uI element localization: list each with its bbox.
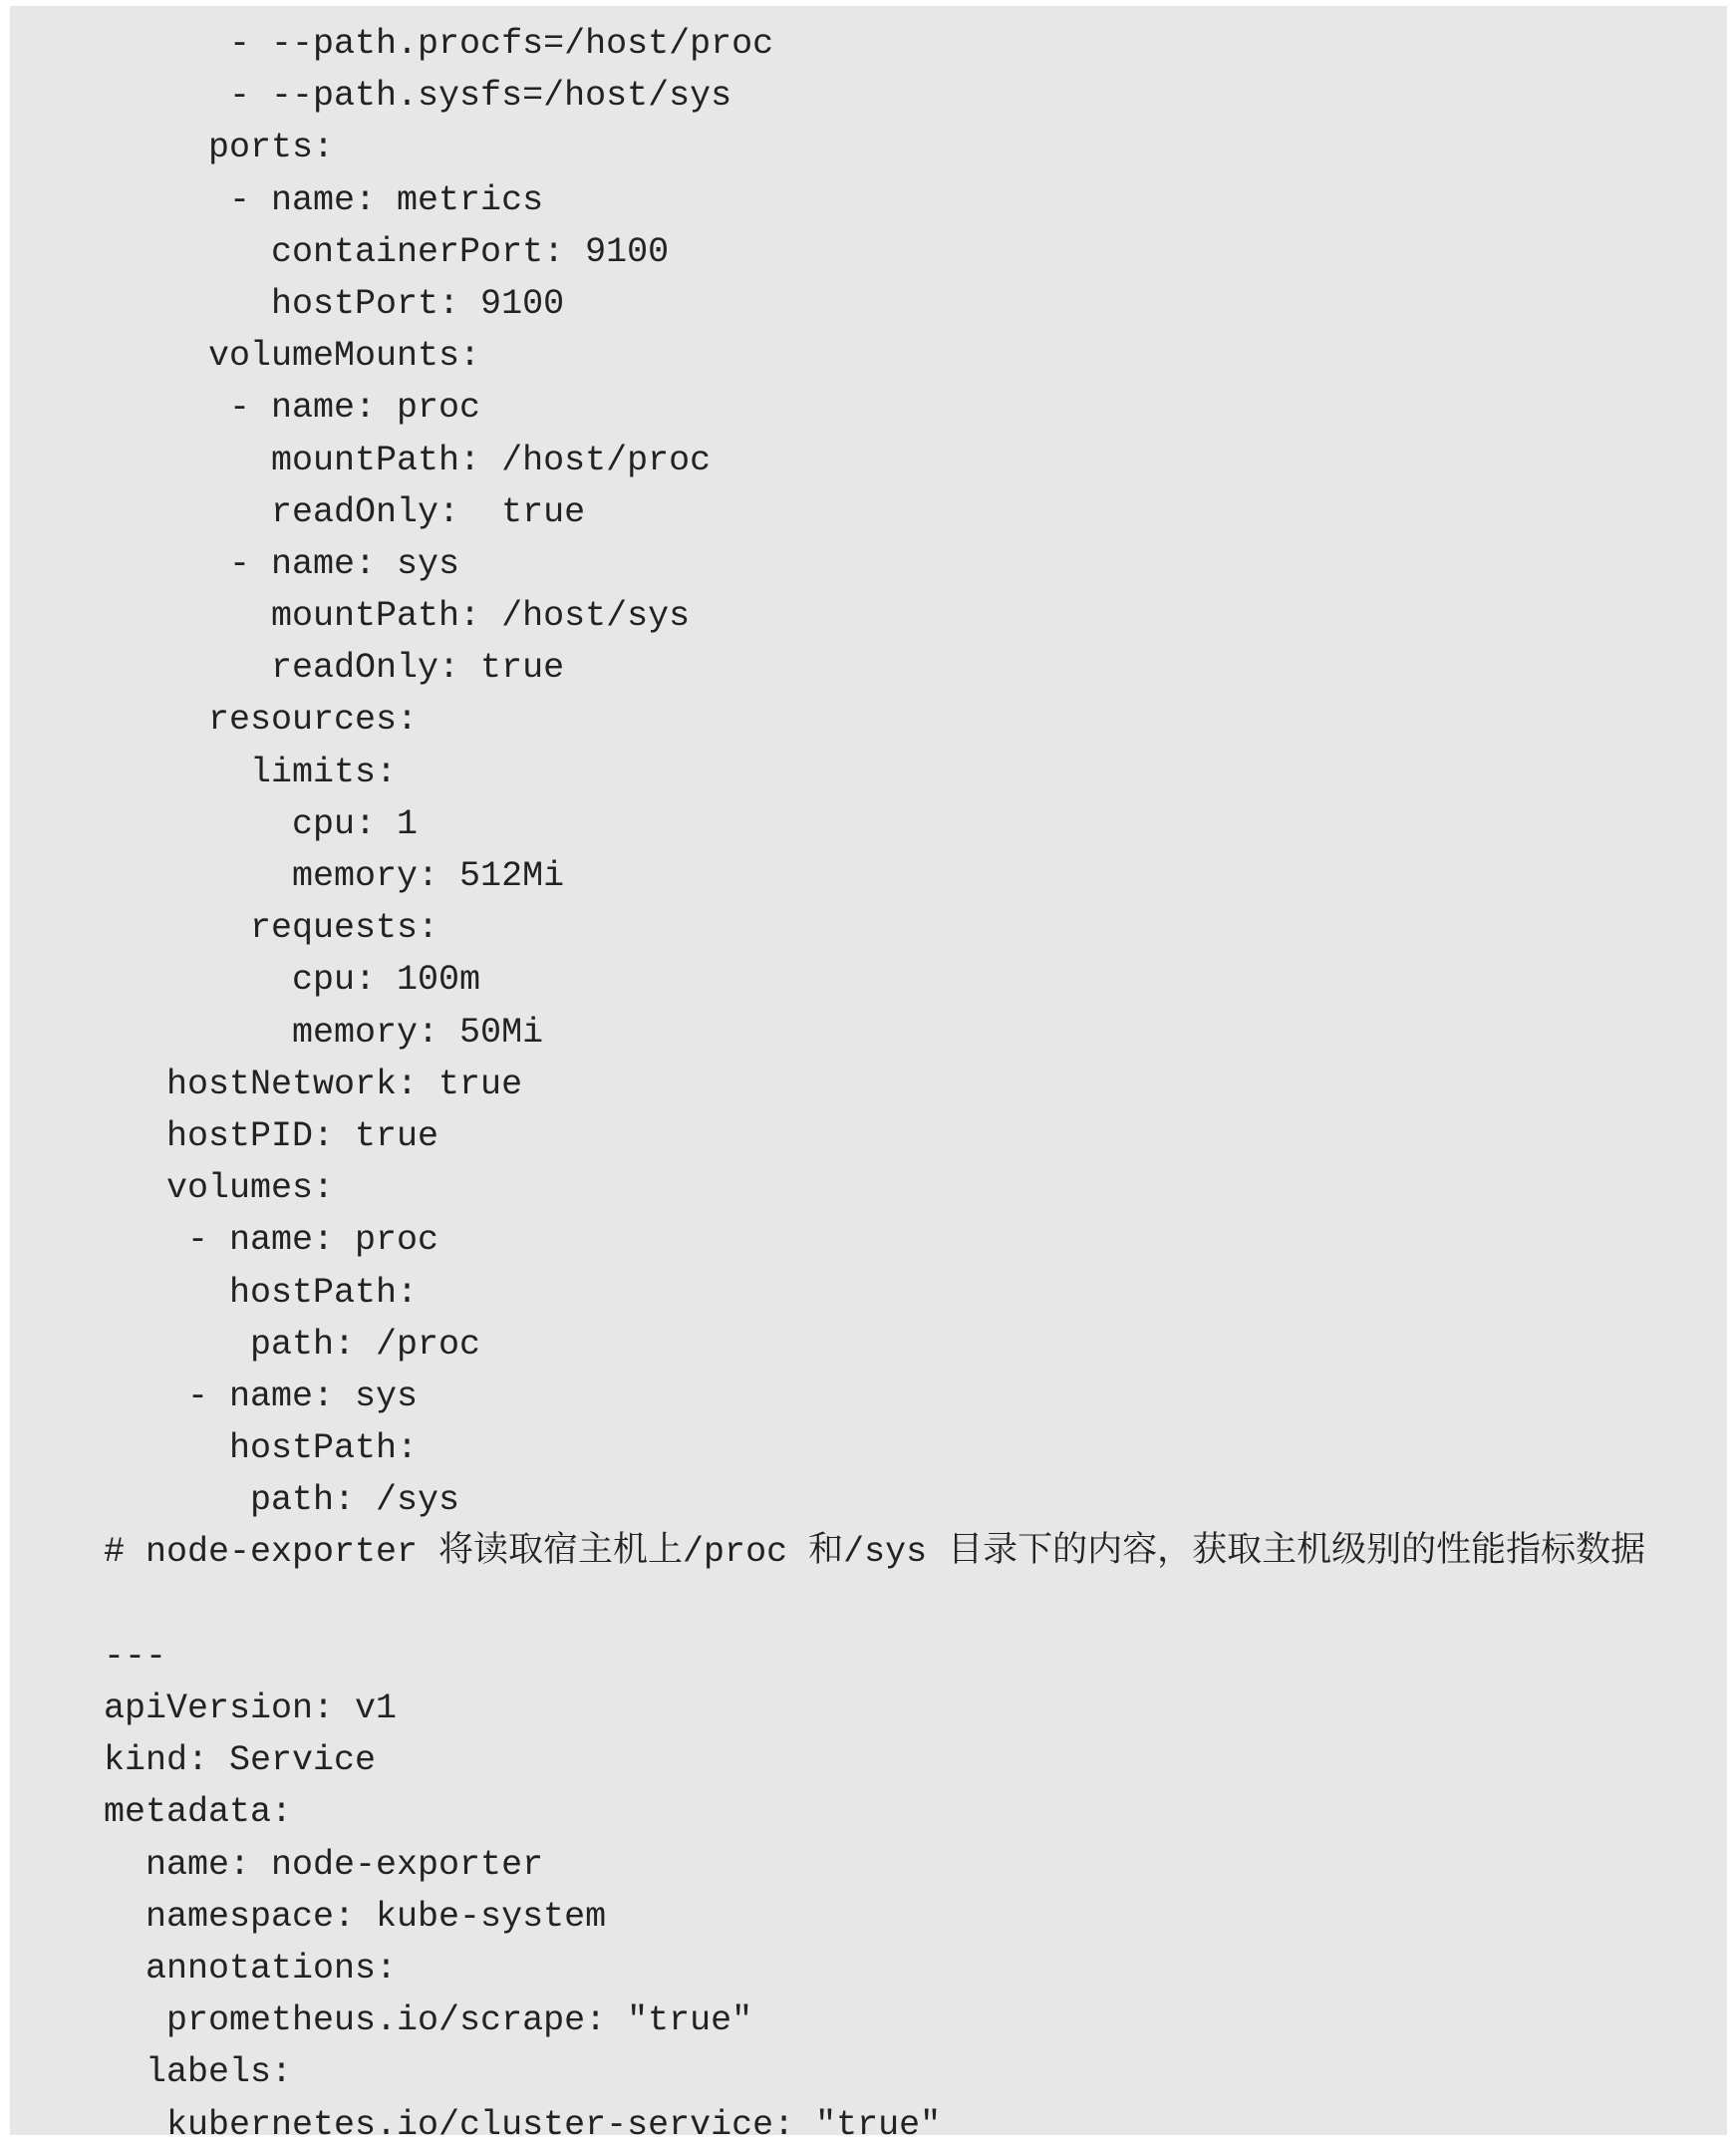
code-line: name: node-exporter <box>104 1844 544 1885</box>
code-line-separator: --- <box>104 1636 167 1677</box>
code-line: requests: <box>104 908 439 949</box>
code-line: containerPort: 9100 <box>104 231 670 272</box>
code-line: namespace: kube-system <box>104 1896 607 1937</box>
code-line: apiVersion: v1 <box>104 1688 398 1728</box>
code-line: hostPID: true <box>104 1115 439 1156</box>
code-line: - name: metrics <box>104 179 544 220</box>
code-line: path: /sys <box>104 1480 460 1521</box>
code-line: readOnly: true <box>104 491 586 532</box>
code-line: volumes: <box>104 1168 335 1209</box>
code-line: memory: 50Mi <box>104 1012 544 1053</box>
code-comment-line: # node-exporter 将读取宿主机上/proc 和/sys 目录下的内容，获取主机级别的性能指标数据 <box>104 1532 1646 1573</box>
code-line: - name: sys <box>104 1376 419 1416</box>
code-line: - name: sys <box>104 543 460 584</box>
code-line-blank <box>104 1579 1645 1631</box>
code-line: path: /proc <box>104 1324 481 1365</box>
code-block <box>10 6 1727 2135</box>
code-line: kubernetes.io/cluster-service: "true" <box>104 2104 942 2135</box>
code-line: metadata: <box>104 1792 293 1833</box>
code-line: mountPath: /host/proc <box>104 440 712 480</box>
code-line: resources: <box>104 700 419 741</box>
code-line: hostPath: <box>104 1428 419 1469</box>
code-line: mountPath: /host/sys <box>104 596 691 637</box>
code-line: volumeMounts: <box>104 336 481 377</box>
code-line: kind: Service <box>104 1740 377 1781</box>
code-line: - --path.sysfs=/host/sys <box>104 76 732 117</box>
code-line: limits: <box>104 752 398 792</box>
code-line: hostPath: <box>104 1272 419 1313</box>
code-line: cpu: 1 <box>104 803 419 844</box>
code-line: hostPort: 9100 <box>104 283 565 324</box>
code-line: readOnly: true <box>104 648 565 689</box>
code-line: - name: proc <box>104 1220 439 1261</box>
code-line: annotations: <box>104 1948 398 1989</box>
code-line: ports: <box>104 128 335 168</box>
code-line: prometheus.io/scrape: "true" <box>104 2000 753 2041</box>
code-line: labels: <box>104 2052 293 2093</box>
code-line: cpu: 100m <box>104 960 481 1001</box>
code-line: - --path.procfs=/host/proc <box>104 24 774 64</box>
code-line: hostNetwork: true <box>104 1064 523 1104</box>
code-line: memory: 512Mi <box>104 856 565 896</box>
code-lines <box>104 18 1645 2135</box>
code-line: - name: proc <box>104 388 481 429</box>
